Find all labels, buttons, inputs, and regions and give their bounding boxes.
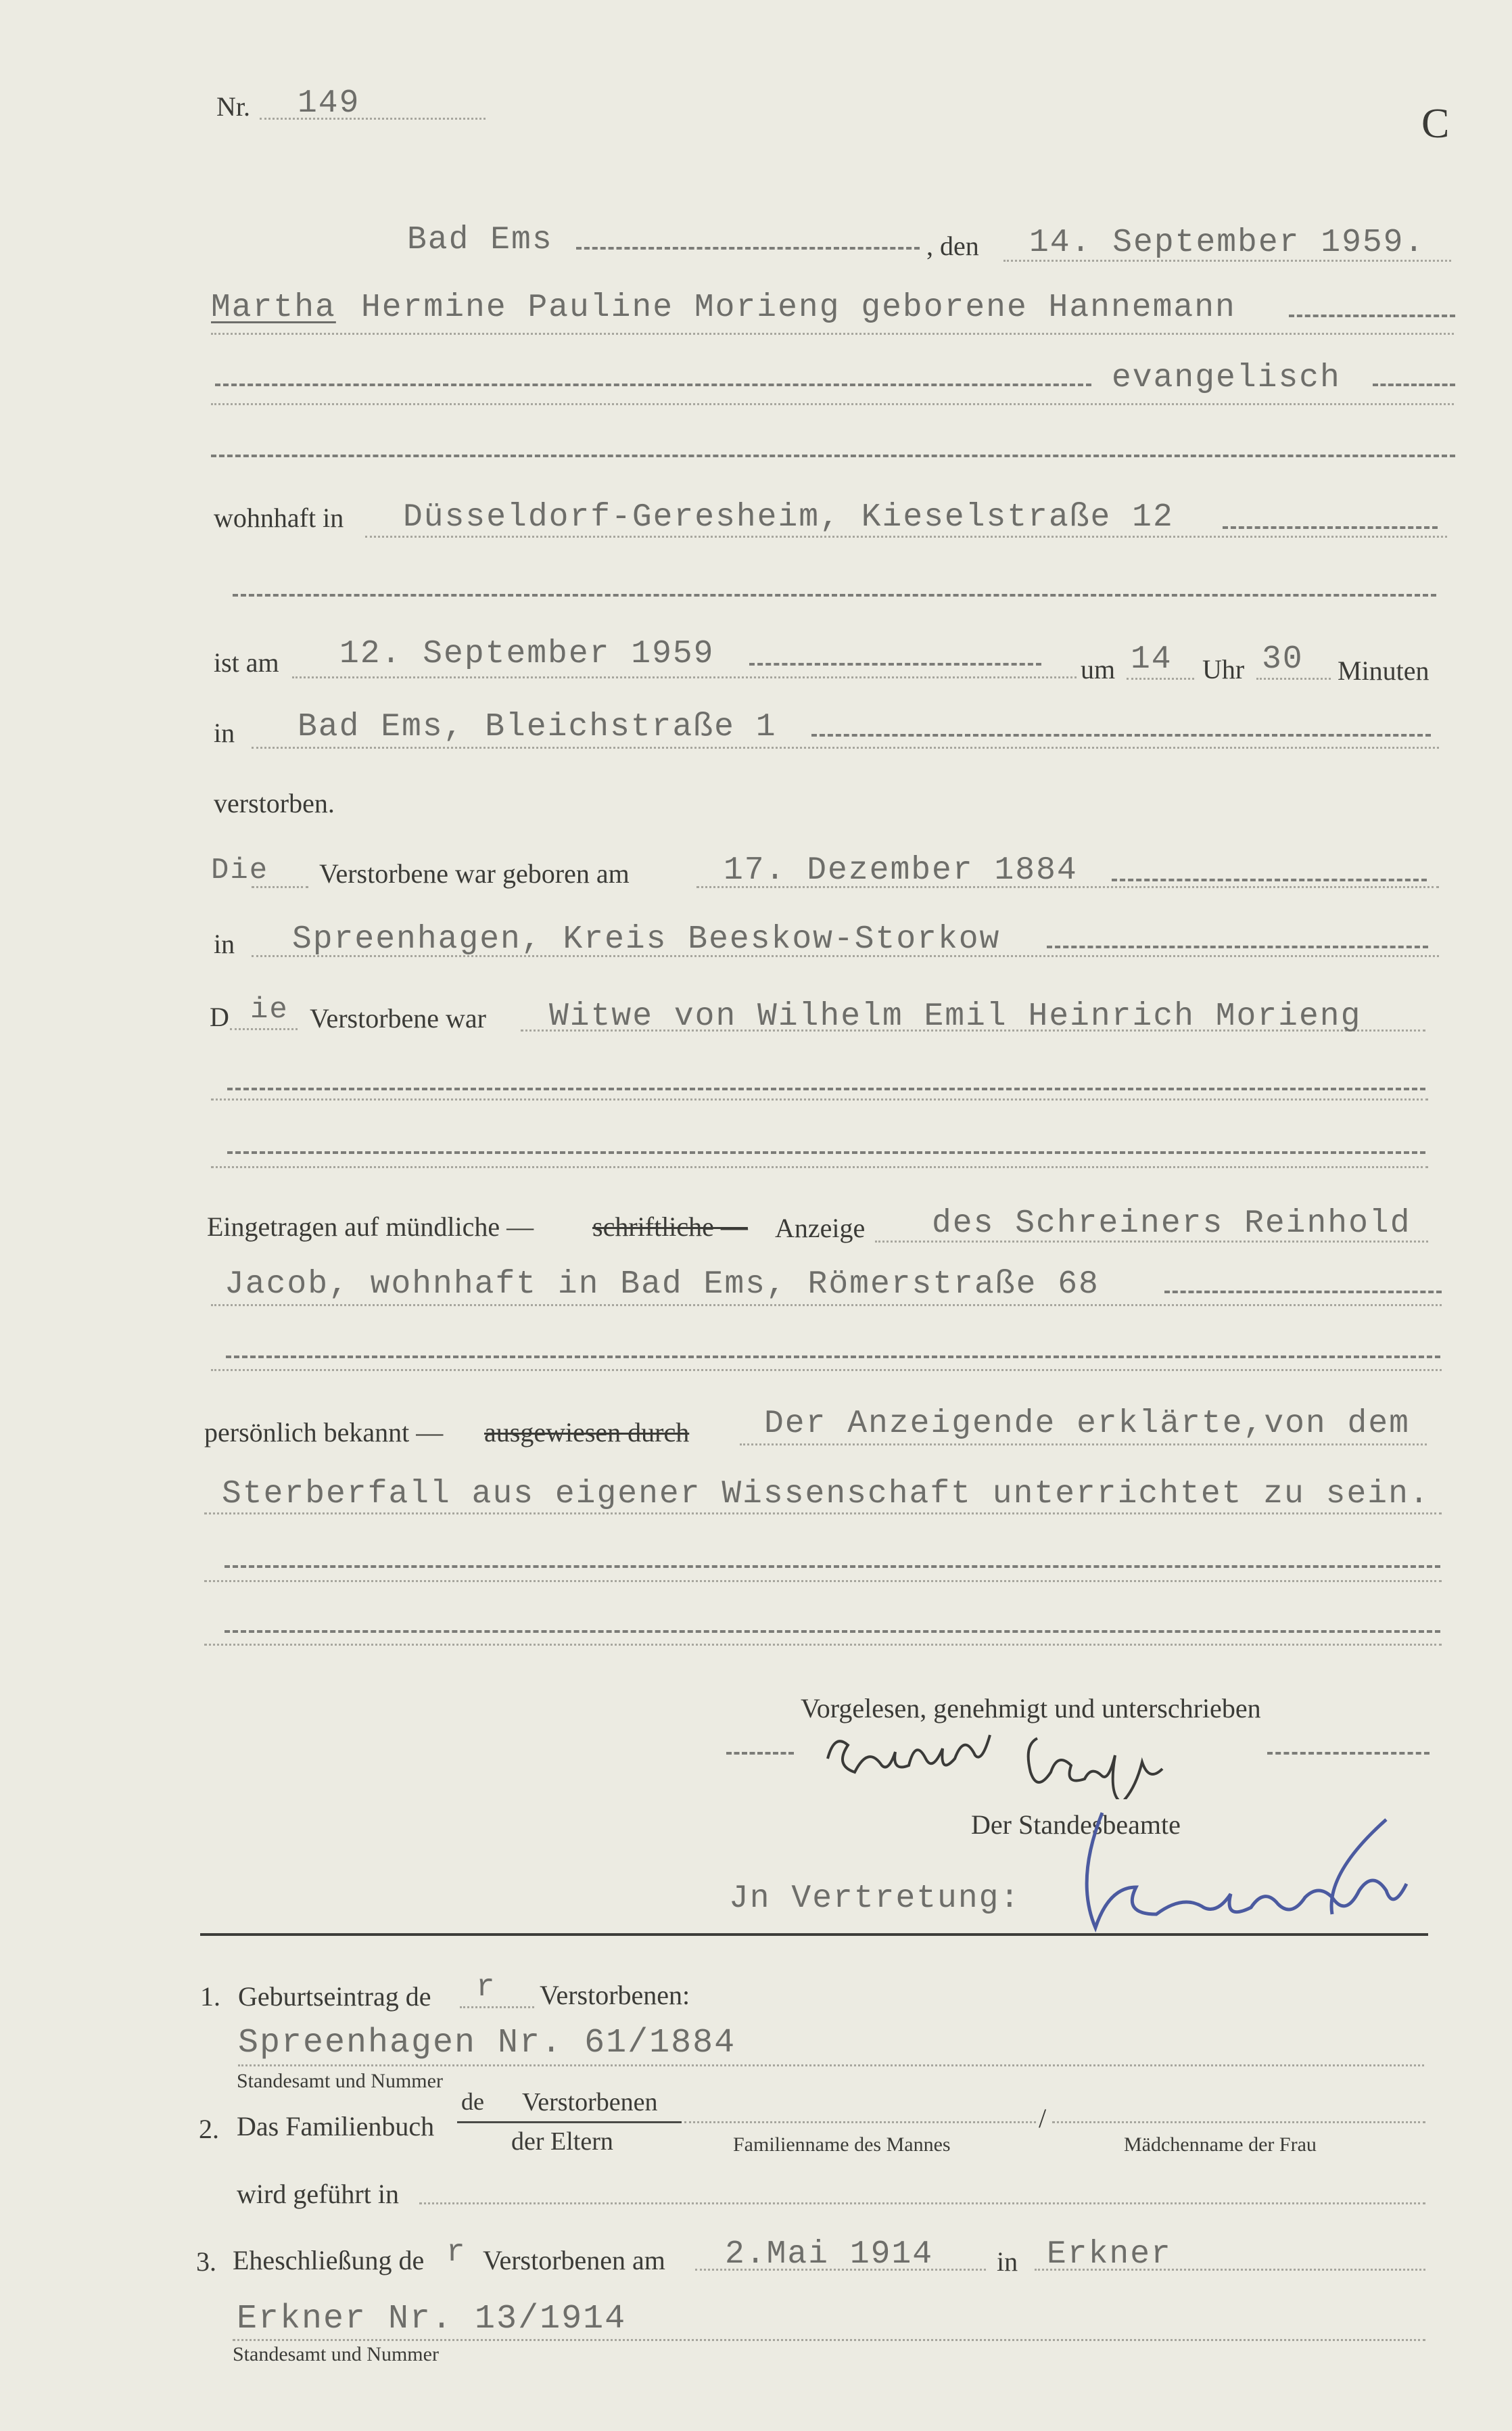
uhr-label: Uhr <box>1202 654 1245 685</box>
registration-date: 14. September 1959. <box>1029 225 1425 261</box>
entry-struck: schriftliche — <box>592 1211 748 1242</box>
death-label: ist am <box>214 647 279 678</box>
den-label: , den <box>926 231 979 261</box>
marriage-entry: Erkner Nr. 13/1914 <box>237 2300 627 2338</box>
informant-line-2: Jacob, wohnhaft in Bad Ems, Römerstraße 68 <box>225 1266 1100 1303</box>
name-rest: Hermine Pauline Morieng geborene Hannemann <box>361 290 1236 326</box>
um-label: um <box>1081 654 1116 685</box>
item2-slash: / <box>1039 2103 1047 2133</box>
birth-place: Spreenhagen, Kreis Beeskow-Storkow <box>292 921 1001 958</box>
wife-caption: Mädchenname der Frau <box>1124 2133 1317 2156</box>
deputy-label: Jn Vertretung: <box>729 1880 1021 1917</box>
residence-label: wohnhaft in <box>214 503 344 533</box>
item3-number: 3. <box>196 2246 216 2277</box>
husband-caption: Familienname des Mannes <box>733 2133 951 2156</box>
death-hour: 14 <box>1131 641 1173 678</box>
item3-label-a: Eheschließung de <box>233 2245 425 2275</box>
born-label: Verstorbene war geboren am <box>319 858 630 889</box>
place: Bad Ems <box>407 222 553 258</box>
religion: evangelisch <box>1112 360 1341 396</box>
death-minutes: 30 <box>1262 641 1304 678</box>
item1-fill: r <box>476 1970 496 2005</box>
death-date: 12. September 1959 <box>339 636 715 672</box>
known-label: persönlich bekannt — <box>204 1417 444 1448</box>
item2-de: de <box>461 2088 484 2115</box>
marriage-date: 2.Mai 1914 <box>725 2236 934 2273</box>
corner-letter: C <box>1421 101 1450 147</box>
item1-label-b: Verstorbenen: <box>540 1980 690 2010</box>
item2-label: Das Familienbuch <box>237 2111 435 2141</box>
item1-label-a: Geburtseintrag de <box>238 1981 431 2012</box>
given-name: Martha <box>211 290 336 326</box>
status-label: Verstorbene war <box>310 1003 486 1034</box>
item3-fill: r <box>446 2235 467 2270</box>
article-2-suffix: ie <box>250 993 289 1027</box>
item2-verstorbenen: Verstorbenen <box>522 2088 658 2116</box>
item3-label-b: Verstorbenen am <box>483 2245 665 2275</box>
kept-label: wird geführt in <box>237 2179 399 2209</box>
item2-eltern: der Eltern <box>511 2127 613 2156</box>
read-approved-label: Vorgelesen, genehmigt und unterschrieben <box>801 1693 1261 1723</box>
registrar-signature <box>1062 1792 1467 1941</box>
residence: Düsseldorf-Geresheim, Kieselstraße 12 <box>403 499 1174 536</box>
minuten-label: Minuten <box>1338 655 1430 686</box>
verstorben-label: verstorben. <box>214 788 335 818</box>
nr-label: Nr. <box>216 91 250 122</box>
statement-line-2: Sterberfall aus eigener Wissenschaft unterrichtet zu sein. <box>222 1476 1430 1512</box>
article-1: Die <box>211 854 269 887</box>
known-struck: ausgewiesen durch <box>484 1417 690 1448</box>
nr-value: 149 <box>298 85 360 122</box>
item2-number: 2. <box>199 2114 219 2144</box>
statement-line-1: Der Anzeigende erklärte,von dem <box>764 1406 1410 1442</box>
marital-status: Witwe von Wilhelm Emil Heinrich Morieng <box>549 998 1362 1035</box>
registrar-label: Der Standesbeamte <box>971 1809 1181 1840</box>
office-caption-1: Standesamt und Nummer <box>237 2070 443 2092</box>
item1-number: 1. <box>200 1981 220 2012</box>
article-2-prefix: D <box>210 1002 229 1032</box>
in-label-2: in <box>214 929 235 959</box>
in-label-1: in <box>214 718 235 748</box>
birth-entry: Spreenhagen Nr. 61/1884 <box>238 2024 736 2062</box>
informant-line-1: des Schreiners Reinhold <box>932 1205 1411 1242</box>
anzeige-label: Anzeige <box>775 1213 866 1243</box>
marriage-place: Erkner <box>1047 2236 1172 2273</box>
item3-in: in <box>997 2246 1018 2277</box>
informant-signature <box>814 1718 1260 1799</box>
birth-date: 17. Dezember 1884 <box>724 852 1078 889</box>
death-place: Bad Ems, Bleichstraße 1 <box>298 709 777 745</box>
entry-label: Eingetragen auf mündliche — <box>207 1211 534 1242</box>
office-caption-2: Standesamt und Nummer <box>233 2343 439 2365</box>
